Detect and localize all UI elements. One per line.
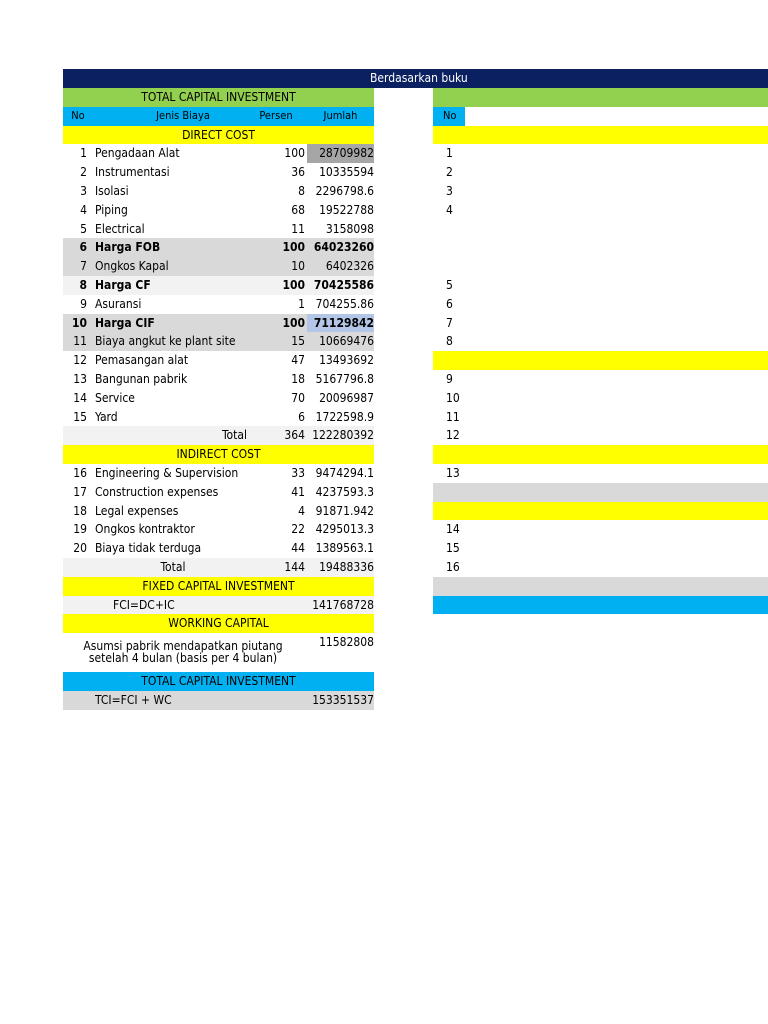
right-cell-no[interactable]: 9 [446, 371, 453, 386]
header-jenis-biaya[interactable]: Jenis Biaya [156, 108, 210, 122]
right-table-row[interactable] [433, 182, 768, 201]
indirect-cost-label: INDIRECT COST [176, 447, 261, 462]
right-grey-row[interactable] [433, 483, 768, 502]
cell-jumlah[interactable]: 70425586 [313, 277, 374, 292]
table-row[interactable] [63, 314, 374, 333]
cell-no[interactable]: 11 [73, 334, 87, 349]
wc-assumption-line2[interactable]: setelah 4 bulan (basis per 4 bulan) [88, 651, 278, 666]
table-row[interactable] [63, 464, 374, 483]
right-yellow-row[interactable] [433, 502, 768, 521]
cell-no[interactable]: 4 [80, 202, 87, 217]
right-cell-no[interactable]: 16 [446, 559, 460, 574]
table-row[interactable] [63, 539, 374, 558]
cell-no[interactable]: 2 [80, 165, 87, 180]
table-row[interactable] [63, 351, 374, 370]
table-row[interactable] [63, 163, 374, 182]
tci-jumlah[interactable]: 153351537 [312, 692, 374, 707]
right-cell-no[interactable]: 12 [446, 428, 460, 443]
right-yellow-row[interactable] [433, 445, 768, 464]
table-row[interactable] [63, 295, 374, 314]
cell-jenis-biaya[interactable]: Instrumentasi [95, 165, 170, 180]
cell-jenis-biaya[interactable]: Legal expenses [95, 503, 179, 518]
cell-no[interactable]: 13 [73, 371, 87, 386]
right-table-row[interactable] [433, 144, 768, 163]
right-yellow-row[interactable] [433, 351, 768, 370]
wc-jumlah[interactable]: 11582808 [319, 635, 374, 650]
table-row[interactable] [63, 276, 374, 295]
sheet-title-banner[interactable] [63, 69, 768, 88]
cell-no[interactable]: 5 [80, 221, 87, 236]
cell-jumlah[interactable]: 10335594 [319, 165, 374, 180]
tci-label-row[interactable] [63, 672, 374, 691]
cell-jenis-biaya[interactable]: Harga CF [95, 277, 151, 292]
right-table-row[interactable] [433, 370, 768, 389]
fci-row[interactable] [63, 596, 374, 615]
right-blank-row[interactable] [433, 257, 768, 276]
indirect-total-row[interactable] [63, 558, 374, 577]
cell-persen[interactable]: 100 [282, 240, 305, 255]
cell-persen[interactable]: 11 [291, 221, 305, 236]
cell-jumlah[interactable]: 1389563.1 [315, 541, 374, 556]
tci-label: TOTAL CAPITAL INVESTMENT [141, 674, 296, 689]
total-label[interactable]: Total [221, 428, 247, 443]
cell-no[interactable]: 18 [73, 503, 87, 518]
cell-no[interactable]: 16 [73, 465, 87, 480]
table-row[interactable] [63, 144, 374, 163]
tci-title: TOTAL CAPITAL INVESTMENT [141, 90, 296, 104]
cell-jumlah[interactable]: 10669476 [319, 334, 374, 349]
fci-formula[interactable]: FCI=DC+IC [113, 597, 175, 612]
cell-jenis-biaya[interactable]: Pemasangan alat [95, 353, 189, 368]
right-cell-no[interactable]: 8 [446, 334, 453, 349]
cell-jenis-biaya[interactable]: Service [95, 390, 135, 405]
total-label[interactable]: Total [160, 559, 186, 574]
tci-formula[interactable]: TCI=FCI + WC [95, 692, 172, 707]
cell-jenis-biaya[interactable]: Harga CIF [95, 315, 155, 330]
cell-jumlah[interactable]: 28709982 [307, 144, 374, 163]
cell-no[interactable]: 10 [71, 315, 87, 330]
cell-jenis-biaya[interactable]: Biaya angkut ke plant site [95, 334, 236, 349]
header-no[interactable]: No [71, 108, 85, 122]
table-row[interactable] [63, 408, 374, 427]
right-cell-no[interactable]: 11 [446, 409, 460, 424]
cell-jenis-biaya[interactable]: Electrical [95, 221, 145, 236]
cell-jumlah[interactable]: 9474294.1 [315, 465, 374, 480]
tci-row[interactable] [63, 691, 374, 710]
right-cell-no[interactable]: 4 [446, 202, 453, 217]
right-table [433, 88, 768, 614]
wc-assumption-line1[interactable]: Asumsi pabrik mendapatkan piutang [83, 639, 283, 654]
right-table-row[interactable] [433, 539, 768, 558]
right-yellow-row[interactable] [433, 126, 768, 145]
cell-persen[interactable]: 44 [291, 541, 305, 556]
right-cell-no[interactable]: 5 [446, 277, 453, 292]
right-table-row[interactable] [433, 332, 768, 351]
cell-jumlah[interactable]: 19522788 [319, 202, 374, 217]
cell-no[interactable]: 8 [79, 277, 87, 292]
table-row[interactable] [63, 370, 374, 389]
cell-jenis-biaya[interactable]: Construction expenses [95, 484, 219, 499]
cell-no[interactable]: 15 [73, 409, 87, 424]
right-cell-no[interactable]: 2 [446, 165, 453, 180]
table-row[interactable] [63, 483, 374, 502]
cell-jumlah[interactable]: 704255.86 [315, 296, 374, 311]
cell-persen[interactable]: 18 [291, 371, 305, 386]
cell-jumlah[interactable]: 6402326 [325, 259, 374, 274]
right-cell-no[interactable]: 3 [446, 183, 453, 198]
right-table-row[interactable] [433, 276, 768, 295]
cell-jumlah[interactable]: 20096987 [319, 390, 374, 405]
cell-persen[interactable]: 100 [282, 315, 305, 330]
header-jumlah[interactable]: Jumlah [323, 108, 358, 122]
wc-label: WORKING CAPITAL [168, 616, 269, 631]
table-row[interactable] [63, 389, 374, 408]
tci-title-row[interactable] [63, 88, 374, 107]
table-row[interactable] [63, 332, 374, 351]
cell-persen[interactable]: 100 [282, 277, 305, 292]
cell-jenis-biaya[interactable]: Bangunan pabrik [95, 371, 188, 386]
cell-no[interactable]: 12 [73, 353, 87, 368]
cell-jenis-biaya[interactable]: Biaya tidak terduga [95, 541, 202, 556]
right-blank-row[interactable] [433, 220, 768, 239]
left-table [63, 88, 374, 710]
cell-jumlah[interactable]: 4295013.3 [315, 522, 374, 537]
right-cell-no[interactable]: 14 [446, 522, 460, 537]
fci-jumlah[interactable]: 141768728 [312, 597, 374, 612]
table-row[interactable] [63, 257, 374, 276]
right-table-row[interactable] [433, 520, 768, 539]
cell-persen[interactable]: 15 [291, 334, 305, 349]
right-table-row[interactable] [433, 295, 768, 314]
right-table-row[interactable] [433, 314, 768, 333]
table-row[interactable] [63, 502, 374, 521]
cell-jumlah[interactable]: 4237593.3 [315, 484, 374, 499]
right-table-row[interactable] [433, 426, 768, 445]
cell-persen[interactable]: 8 [298, 183, 305, 198]
table-row[interactable] [63, 520, 374, 539]
cell-persen[interactable]: 1 [298, 296, 305, 311]
wc-row[interactable] [63, 633, 374, 672]
cell-persen[interactable]: 100 [284, 146, 305, 161]
right-cell-no[interactable]: 13 [446, 465, 460, 480]
cell-jumlah[interactable]: 64023260 [313, 240, 374, 255]
total-jumlah[interactable]: 122280392 [312, 428, 374, 443]
cell-no[interactable]: 20 [73, 541, 87, 556]
right-header-row [433, 107, 768, 126]
cell-no[interactable]: 3 [80, 183, 87, 198]
cell-jenis-biaya[interactable]: Engineering & Supervision [95, 465, 239, 480]
cell-jenis-biaya[interactable]: Harga FOB [95, 240, 161, 255]
cell-persen[interactable]: 4 [298, 503, 305, 518]
cell-persen[interactable]: 47 [291, 353, 305, 368]
cell-jumlah[interactable]: 3158098 [325, 221, 374, 236]
cell-no[interactable]: 7 [80, 259, 87, 274]
direct-cost-label-row[interactable] [63, 126, 374, 145]
cell-no[interactable]: 9 [80, 296, 87, 311]
right-header-no[interactable]: No [443, 108, 457, 122]
cell-persen[interactable]: 70 [291, 390, 305, 405]
right-cell-no[interactable]: 6 [446, 296, 453, 311]
header-persen[interactable]: Persen [259, 108, 293, 122]
cell-no[interactable]: 14 [73, 390, 87, 405]
table-row[interactable] [63, 201, 374, 220]
fci-label-row[interactable] [63, 577, 374, 596]
cell-jumlah[interactable]: 13493692 [319, 353, 374, 368]
right-table-row[interactable] [433, 464, 768, 483]
indirect-cost-label-row[interactable] [63, 445, 374, 464]
cell-no[interactable]: 17 [73, 484, 87, 499]
cell-jenis-biaya[interactable]: Asuransi [95, 296, 142, 311]
table-header-row [63, 107, 374, 126]
cell-jumlah[interactable]: 5167796.8 [315, 371, 374, 386]
right-table-row[interactable] [433, 408, 768, 427]
cell-persen[interactable]: 6 [298, 409, 305, 424]
cell-persen[interactable]: 68 [291, 202, 305, 217]
banner-text: Berdasarkan buku [370, 71, 468, 85]
cell-jenis-biaya[interactable]: Ongkos kontraktor [95, 522, 195, 537]
cell-persen[interactable]: 10 [291, 259, 305, 274]
cell-no[interactable]: 19 [73, 522, 87, 537]
total-jumlah[interactable]: 19488336 [319, 559, 374, 574]
cell-no[interactable]: 1 [80, 146, 87, 161]
table-row[interactable] [63, 182, 374, 201]
right-cell-no[interactable]: 7 [446, 315, 453, 330]
cell-persen[interactable]: 41 [291, 484, 305, 499]
right-blue-row[interactable] [433, 596, 768, 615]
cell-persen[interactable]: 36 [291, 165, 305, 180]
cell-jenis-biaya[interactable]: Piping [95, 202, 128, 217]
right-cell-no[interactable]: 1 [446, 146, 453, 161]
cell-persen[interactable]: 22 [291, 522, 305, 537]
right-title-row[interactable] [433, 88, 768, 107]
direct-cost-label: DIRECT COST [182, 127, 255, 142]
right-grey-row[interactable] [433, 577, 768, 596]
cell-jenis-biaya[interactable]: Yard [95, 409, 118, 424]
cell-jenis-biaya[interactable]: Isolasi [95, 183, 129, 198]
right-cell-no[interactable]: 10 [446, 390, 460, 405]
cell-jumlah[interactable]: 71129842 [307, 314, 374, 333]
cell-jenis-biaya[interactable]: Ongkos Kapal [95, 259, 169, 274]
total-persen[interactable]: 364 [284, 428, 305, 443]
table-row[interactable] [63, 238, 374, 257]
cell-jenis-biaya[interactable]: Pengadaan Alat [95, 146, 180, 161]
cell-jumlah[interactable]: 91871.942 [315, 503, 374, 518]
right-table-row[interactable] [433, 201, 768, 220]
direct-total-row[interactable] [63, 426, 374, 445]
right-table-row[interactable] [433, 558, 768, 577]
cell-persen[interactable]: 33 [291, 465, 305, 480]
right-cell-no[interactable]: 15 [446, 541, 460, 556]
table-row[interactable] [63, 220, 374, 239]
wc-label-row[interactable] [63, 614, 374, 633]
cell-no[interactable]: 6 [79, 240, 87, 255]
right-table-row[interactable] [433, 163, 768, 182]
cell-jumlah[interactable]: 2296798.6 [315, 183, 374, 198]
right-table-row[interactable] [433, 389, 768, 408]
fci-label: FIXED CAPITAL INVESTMENT [142, 578, 295, 593]
cell-jumlah[interactable]: 1722598.9 [315, 409, 374, 424]
total-persen[interactable]: 144 [284, 559, 305, 574]
right-blank-row[interactable] [433, 238, 768, 257]
